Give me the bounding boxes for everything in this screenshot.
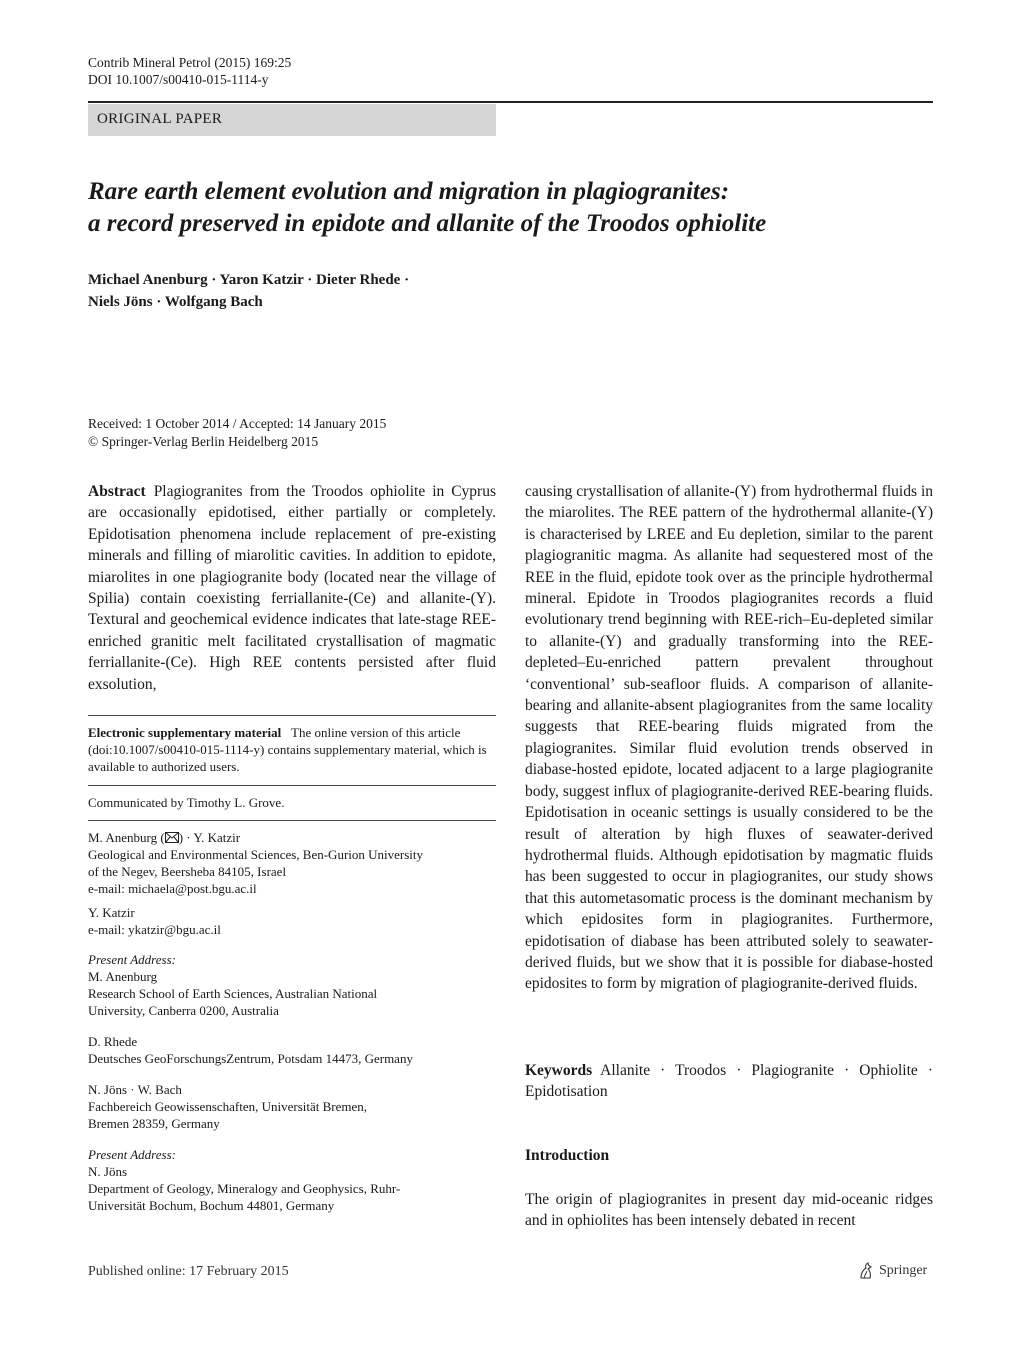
email-katzir[interactable]: e-mail: ykatzir@bgu.ac.il: [88, 922, 221, 937]
keywords-label: Keywords: [525, 1062, 593, 1079]
rhede-address: Deutsches GeoForschungsZentrum, Potsdam 14473, Germany: [88, 1051, 413, 1066]
anenburg-address-2: University, Canberra 0200, Australia: [88, 1003, 279, 1018]
corr-authors-pre: M. Anenburg (: [88, 830, 165, 845]
bremen-address-1: Fachbereich Geowissenschaften, Universität Bremen,: [88, 1099, 368, 1114]
esm-text: The online version of this article (doi:10.1007/s00410-015-1114-y) contains supplementary material, which is available to authorized users.: [88, 725, 487, 774]
abstract-left: [88, 481, 496, 695]
jons-bach-names: N. Jöns · W. Bach: [88, 1082, 182, 1097]
bremen-address-2: Bremen 28359, Germany: [88, 1116, 220, 1131]
title-line-2: a record preserved in epidote and allanite of the Troodos ophiolite: [88, 210, 767, 237]
received-accepted: Received: 1 October 2014 / Accepted: 14 January 2015: [88, 416, 387, 431]
affiliations: [88, 829, 496, 1214]
jons-name: N. Jöns: [88, 1164, 128, 1179]
article-type-band: [88, 104, 496, 136]
title-line-1: Rare earth element evolution and migration in plagiogranites:: [88, 178, 730, 205]
footnote-rule-3: [88, 820, 496, 821]
katzir-name: Y. Katzir: [88, 905, 135, 920]
present-address-label-2: Present Address:: [88, 1147, 176, 1162]
published-online: Published online: 17 February 2015: [88, 1264, 289, 1279]
introduction-heading: Introduction: [525, 1147, 610, 1164]
publisher-name: Springer: [879, 1263, 928, 1278]
jons-address-2: Universität Bochum, Bochum 44801, Germany: [88, 1198, 335, 1213]
anenburg-name: M. Anenburg: [88, 969, 158, 984]
authors-line-2: Niels Jöns · Wolfgang Bach: [88, 294, 263, 310]
publisher-logo: [858, 1262, 927, 1280]
publication-dates: [88, 415, 386, 451]
communicated-note: [88, 794, 496, 811]
jons-address-1: Department of Geology, Mineralogy and Geophysics, Ruhr-: [88, 1181, 401, 1196]
springer-horse-icon: [858, 1262, 874, 1280]
abstract-text-left: Plagiogranites from the Troodos ophiolite in Cyprus are occasionally epidotised, either partially or completely. Epidotisation phenomena include replacement of pre-existing minerals and filling of miarolitic cavities. In addition to epidote, miarolites in one plagiogranite body (located near the village of Spilia) contain coexisting ferriallanite-(Ce) and allanite-(Y). Textural and geochemical evidence indicates that late-stage REE-enriched granitic melt facilitated crystallisation of magmatic ferriallanite-(Ce). High REE contents persisted after fluid exsolution,: [88, 483, 496, 693]
copyright-line: © Springer-Verlag Berlin Heidelberg 2015: [88, 434, 319, 449]
journal-line: Contrib Mineral Petrol (2015) 169:25: [88, 55, 292, 70]
doi-line: DOI 10.1007/s00410-015-1114-y: [88, 72, 269, 87]
corr-authors-post: ) · Y. Katzir: [178, 830, 241, 845]
keywords: [525, 1060, 933, 1103]
esm-note: [88, 724, 496, 775]
anenburg-address-1: Research School of Earth Sciences, Australian National: [88, 986, 378, 1001]
article-type: ORIGINAL PAPER: [97, 111, 223, 127]
keywords-text: Allanite · Troodos · Plagiogranite · Ophiolite · Epidotisation: [525, 1062, 933, 1101]
esm-heading: Electronic supplementary material: [88, 725, 282, 740]
abstract-right: [525, 481, 933, 995]
abstract-text-right: causing crystallisation of allanite-(Y) from hydrothermal fluids in the miarolites. The REE pattern of the hydrothermal allanite-(Y) is characterised by LREE and Eu depletion, similar to the parent plagiogranitic magma. As allanite had sequestered most of the REE in the fluid, epidote took over as the principle hydrothermal mineral. Epidote in Troodos plagiogranites records a fluid evolutionary trend beginning with REE-rich–Eu-depleted similar to allanite-(Y) and gradually transforming into the REE-depleted–Eu-enriched pattern prevalent throughout ‘conventional’ sub-seafloor fluids. A comparison of allanite-bearing and allanite-absent plagiogranites from the same locality suggests that REE-bearing fluids migrated from the plagiogranites. Similar fluid evolution trends observed in diabase-hosted epidote, located adjacent to a large plagiogranite body, suggest influx of plagiogranite-derived REE-bearing fluids. Epidotisation in oceanic settings is usually considered to be the result of alteration by high fluxes of seawater-derived hydrothermal fluids. Although epidotisation by magmatic fluids has been suggested to occur in plagiogranites, our study shows that this autometasomatic process is the dominant mechanism by which epidosites form in plagiogranites. Furthermore, epidotisation of diabase has been attributed solely to seawater-derived fluids, but we show that it is possible for diabase-hosted epidosites to form by migration of plagiogranite-derived fluids.: [525, 483, 933, 993]
journal-citation: [88, 54, 291, 88]
rhede-name: D. Rhede: [88, 1034, 138, 1049]
present-address-label: Present Address:: [88, 952, 176, 967]
paper-title: [88, 176, 933, 240]
email-anenburg[interactable]: e-mail: michaela@post.bgu.ac.il: [88, 881, 257, 896]
header-rule: [88, 101, 933, 103]
introduction-text: The origin of plagiogranites in present day mid-oceanic ridges and in ophiolites has been intensely debated in recent: [525, 1191, 933, 1230]
abstract-heading: Abstract: [88, 483, 146, 500]
affiliation-1-line-2: of the Negev, Beersheba 84105, Israel: [88, 864, 287, 879]
footnote-rule-2: [88, 785, 496, 786]
authors-line-1: Michael Anenburg · Yaron Katzir · Dieter Rhede ·: [88, 272, 410, 288]
communicated-by: Communicated by Timothy L. Grove.: [88, 795, 285, 810]
affiliation-1-line-1: Geological and Environmental Sciences, Ben-Gurion University: [88, 847, 424, 862]
envelope-icon: [165, 832, 179, 843]
author-list: [88, 269, 648, 313]
footnote-rule-1: [88, 715, 496, 716]
